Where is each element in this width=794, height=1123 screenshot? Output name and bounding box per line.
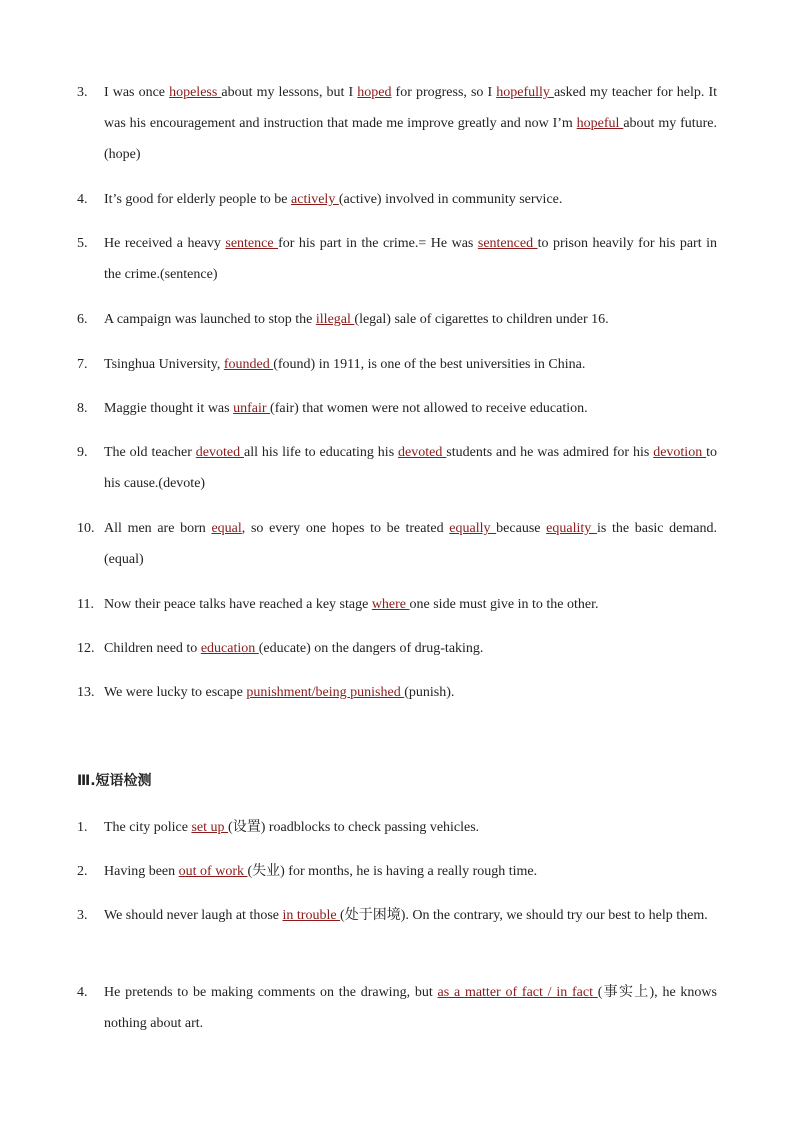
- sentence-text: about my lessons, but I: [221, 85, 358, 100]
- answer-blank: where: [371, 597, 410, 612]
- answer-blank: sentenced: [477, 236, 538, 251]
- sentence-text: all his life to educating his: [244, 445, 399, 460]
- item-number: 3.: [77, 85, 88, 100]
- answer-blank: hoped: [357, 85, 392, 100]
- item-sentence: [104, 977, 717, 1039]
- section-title: Ⅲ.短语检测: [77, 773, 152, 789]
- vocab-item: [77, 677, 717, 708]
- item-number: 6.: [77, 312, 88, 327]
- sentence-text: We were lucky to escape: [104, 685, 247, 700]
- sentence-text: Having been: [104, 864, 179, 879]
- vocab-item: [77, 228, 717, 290]
- sentence-text: Children need to: [104, 641, 201, 656]
- sentence-text: It’s good for elderly people to be: [104, 192, 292, 207]
- sentence-text: , so every one hopes to be treated: [241, 521, 450, 536]
- answer-blank: devoted: [398, 445, 447, 460]
- answer-blank: education: [200, 641, 259, 656]
- answer-blank: devotion: [653, 445, 707, 460]
- answer-blank: equality: [546, 521, 597, 536]
- sentence-text: Tsinghua University,: [104, 357, 224, 372]
- sentence-text: The city police: [104, 820, 192, 835]
- sentence-text: one side must give in to the other.: [409, 597, 599, 612]
- answer-blank: unfair: [233, 401, 271, 416]
- item-number: 8.: [77, 401, 88, 416]
- sentence-text: He pretends to be making comments on the drawing, but: [104, 985, 438, 1000]
- sentence-text: for his part in the crime.= He was: [278, 236, 478, 251]
- answer-blank: equal: [211, 521, 242, 536]
- item-sentence: [104, 304, 717, 335]
- item-sentence: [104, 184, 717, 215]
- answer-blank: in trouble: [282, 908, 341, 923]
- answer-blank: out of work: [178, 864, 248, 879]
- answer-blank: sentence: [225, 236, 279, 251]
- item-number: 1.: [77, 820, 88, 835]
- vocab-item: [77, 633, 717, 664]
- sentence-text: The old teacher: [104, 445, 196, 460]
- sentence-text: (设置) roadblocks to check passing vehicles.: [228, 820, 480, 835]
- item-number: 7.: [77, 357, 88, 372]
- sentence-text: asked my teacher for help. It was his encouragement and instruction that made me improve greatly and now I’m: [104, 85, 717, 131]
- sentence-text: for progress, so I: [391, 85, 497, 100]
- item-sentence: [104, 393, 717, 424]
- vocab-item: [77, 77, 717, 170]
- sentence-text: (失业) for months, he is having a really rough time.: [247, 864, 538, 879]
- phrase-item: [77, 856, 717, 887]
- item-number: 5.: [77, 236, 88, 251]
- item-sentence: [104, 77, 717, 170]
- sentence-text: (active) involved in community service.: [338, 192, 563, 207]
- item-sentence: [104, 228, 717, 290]
- vocab-item: [77, 393, 717, 424]
- item-sentence: [104, 900, 717, 931]
- sentence-text: because: [496, 521, 547, 536]
- item-sentence: [104, 633, 717, 664]
- item-sentence: [104, 856, 717, 887]
- item-number: 4.: [77, 192, 88, 207]
- sentence-text: is the basic demand.(equal): [104, 521, 717, 567]
- item-number: 11.: [77, 597, 94, 612]
- sentence-text: A campaign was launched to stop the: [104, 312, 316, 327]
- sentence-text: (fair) that women were not allowed to receive education.: [270, 401, 588, 416]
- sentence-text: (found) in 1911, is one of the best universities in China.: [273, 357, 586, 372]
- sentence-text: about my future. (hope): [104, 116, 718, 162]
- answer-blank: illegal: [315, 312, 355, 327]
- phrase-item: [77, 812, 717, 843]
- item-number: 2.: [77, 864, 88, 879]
- answer-blank: hopefully: [496, 85, 554, 100]
- answer-blank: actively: [291, 192, 339, 207]
- item-sentence: [104, 513, 717, 575]
- sentence-text: We should never laugh at those: [104, 908, 283, 923]
- item-number: 13.: [77, 685, 95, 700]
- item-sentence: [104, 677, 717, 708]
- item-sentence: [104, 437, 717, 499]
- vocab-item: [77, 513, 717, 575]
- sentence-text: (educate) on the dangers of drug-taking.: [258, 641, 484, 656]
- answer-blank: hopeless: [169, 85, 222, 100]
- sentence-text: to his cause.(devote): [104, 445, 717, 491]
- phrase-item: [77, 977, 717, 1039]
- sentence-text: I was once: [104, 85, 170, 100]
- answer-blank: founded: [223, 357, 274, 372]
- item-number: 3.: [77, 908, 88, 923]
- sentence-text: (punish).: [404, 685, 455, 700]
- answer-blank: equally: [449, 521, 497, 536]
- vocab-item: [77, 437, 717, 499]
- sentence-text: (legal) sale of cigarettes to children under 16.: [354, 312, 609, 327]
- sentence-text: students and he was admired for his: [446, 445, 654, 460]
- answer-blank: hopeful: [576, 116, 624, 131]
- sentence-text: (处于困境). On the contrary, we should try our best to help them.: [340, 908, 708, 923]
- answer-blank: punishment/being punished: [246, 685, 405, 700]
- sentence-text: Maggie thought it was: [104, 401, 234, 416]
- answer-blank: set up: [191, 820, 229, 835]
- item-number: 9.: [77, 445, 88, 460]
- answer-blank: devoted: [195, 445, 244, 460]
- sentence-text: (事实上), he knows nothing about art.: [104, 985, 717, 1031]
- answer-blank: as a matter of fact / in fact: [437, 985, 598, 1000]
- item-number: 10.: [77, 521, 95, 536]
- sentence-text: He received a heavy: [104, 236, 226, 251]
- phrase-item: [77, 900, 717, 931]
- item-sentence: [104, 812, 717, 843]
- item-sentence: [104, 589, 717, 620]
- vocab-item: [77, 349, 717, 380]
- vocab-item: [77, 304, 717, 335]
- sentence-text: Now their peace talks have reached a key stage: [104, 597, 372, 612]
- item-number: 4.: [77, 985, 88, 1000]
- vocab-item: [77, 589, 717, 620]
- item-number: 12.: [77, 641, 95, 656]
- item-sentence: [104, 349, 717, 380]
- vocab-item: [77, 184, 717, 215]
- sentence-text: All men are born: [104, 521, 212, 536]
- sentence-text: to prison heavily for his part in the crime.(sentence): [104, 236, 717, 282]
